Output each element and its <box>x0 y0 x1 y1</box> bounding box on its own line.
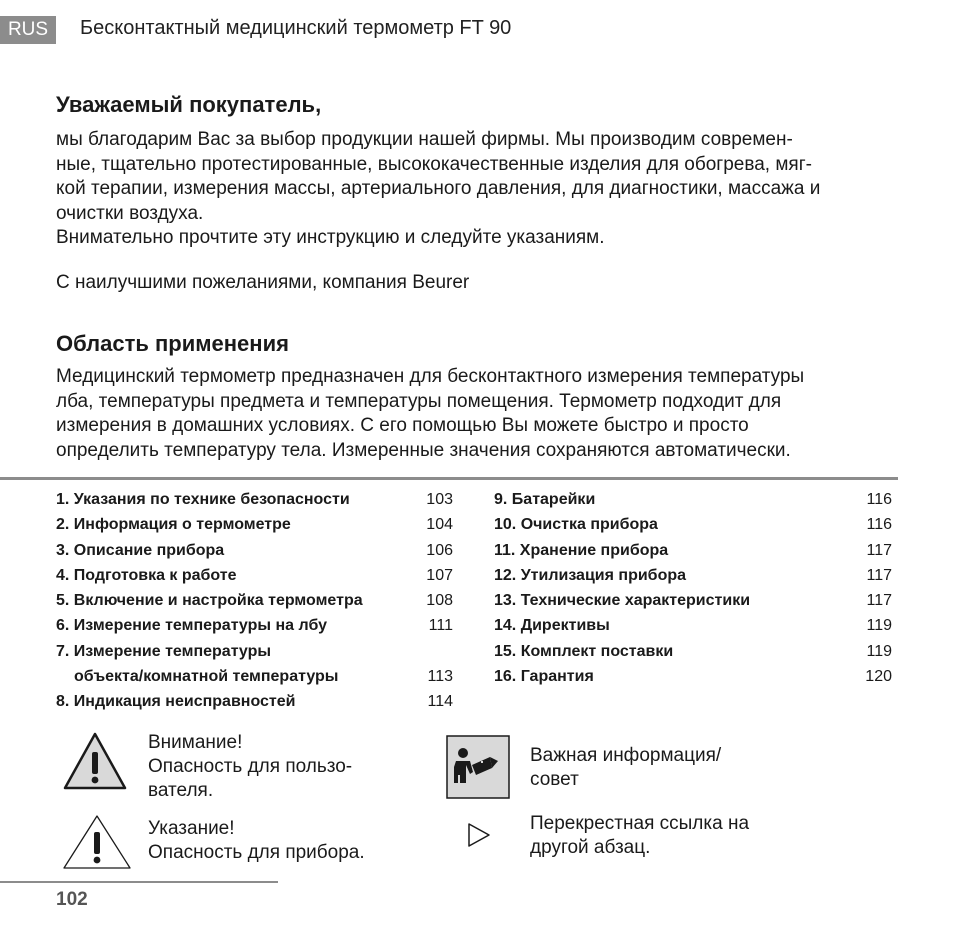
toc-item[interactable]: 16. Гарантия 120 <box>494 668 892 686</box>
toc-item[interactable]: 1. Указания по технике безопасности 103 <box>56 491 453 508</box>
warning-filled-icon <box>62 731 128 791</box>
toc-item[interactable]: 3. Описание прибора 106 <box>56 541 453 559</box>
intro-line: очистки воздуха. <box>56 202 204 224</box>
intro-paragraph <box>56 128 820 251</box>
toc-item[interactable]: 5. Включение и настройка термометра 108 <box>56 592 453 610</box>
toc-item[interactable]: 7. Измерение температуры объекта/комнатной температуры 113 <box>56 642 453 686</box>
usage-heading: Область применения <box>56 331 289 356</box>
usage-line: определить температуру тела. Измеренные значения сохраняются автоматически. <box>56 439 791 461</box>
toc-item[interactable]: 9. Батарейки 116 <box>494 491 892 508</box>
toc-item[interactable]: 10. Очистка прибора 116 <box>494 516 892 534</box>
usage-line: измерения в домашних условиях. С его помощью Вы можете быстро и просто <box>56 415 749 436</box>
toc-item[interactable]: 2. Информация о термометре 104 <box>56 516 453 534</box>
toc-item[interactable]: 4. Подготовка к работе 107 <box>56 566 453 584</box>
toc-item[interactable]: 14. Директивы 119 <box>494 617 892 635</box>
legend-crossref-text: Перекрестная ссылка на другой абзац. <box>530 813 750 858</box>
toc-item[interactable]: 11. Хранение прибора 117 <box>494 541 892 559</box>
page-number: 102 <box>56 889 88 910</box>
usage-line: Медицинский термометр предназначен для бесконтактного измерения температуры <box>56 366 805 387</box>
intro-line: Внимательно прочтите эту инструкцию и следуйте указаниям. <box>56 227 605 248</box>
toc-item[interactable]: 15. Комплект поставки 119 <box>494 642 892 660</box>
toc-left-column <box>56 487 453 715</box>
triangle-right-icon <box>467 822 491 848</box>
intro-heading: Уважаемый покупатель, <box>56 92 322 117</box>
legend-warning-text: Внимание! Опасность для пользо- вателя. <box>148 732 353 801</box>
toc-item[interactable]: 12. Утилизация прибора 117 <box>494 566 892 584</box>
usage-line: лба, температуры предмета и температуры помещения. Термометр подходит для <box>56 390 782 412</box>
header-title: Бесконтактный медицинский термометр FT 90 <box>80 17 512 39</box>
intro-line: мы благодарим Вас за выбор продукции нашей фирмы. Мы производим современ- <box>56 129 793 150</box>
toc-item[interactable]: 8. Индикация неисправностей 114 <box>56 693 453 711</box>
legend-caution-text: Указание! Опасность для прибора. <box>148 818 365 863</box>
intro-line: ные, тщательно протестированные, высококачественные изделия для обогрева, мяг- <box>56 153 812 175</box>
intro-line: кой терапии, измерения массы, артериального давления, для диагностики, массажа и <box>56 178 821 199</box>
warning-outline-icon <box>62 814 132 870</box>
toc-item[interactable]: 13. Технические характеристики 117 <box>494 592 892 610</box>
toc-right-column <box>494 487 892 689</box>
intro-closing: С наилучшими пожеланиями, компания Beurer <box>56 272 470 293</box>
toc-item[interactable]: 6. Измерение температуры на лбу 111 <box>56 617 453 635</box>
language-badge: RUS <box>0 16 56 44</box>
footer-divider <box>0 881 278 883</box>
legend-info-text: Важная информация/ совет <box>530 745 722 790</box>
usage-paragraph <box>56 365 804 463</box>
section-divider <box>0 477 898 480</box>
info-reading-icon <box>446 735 510 799</box>
